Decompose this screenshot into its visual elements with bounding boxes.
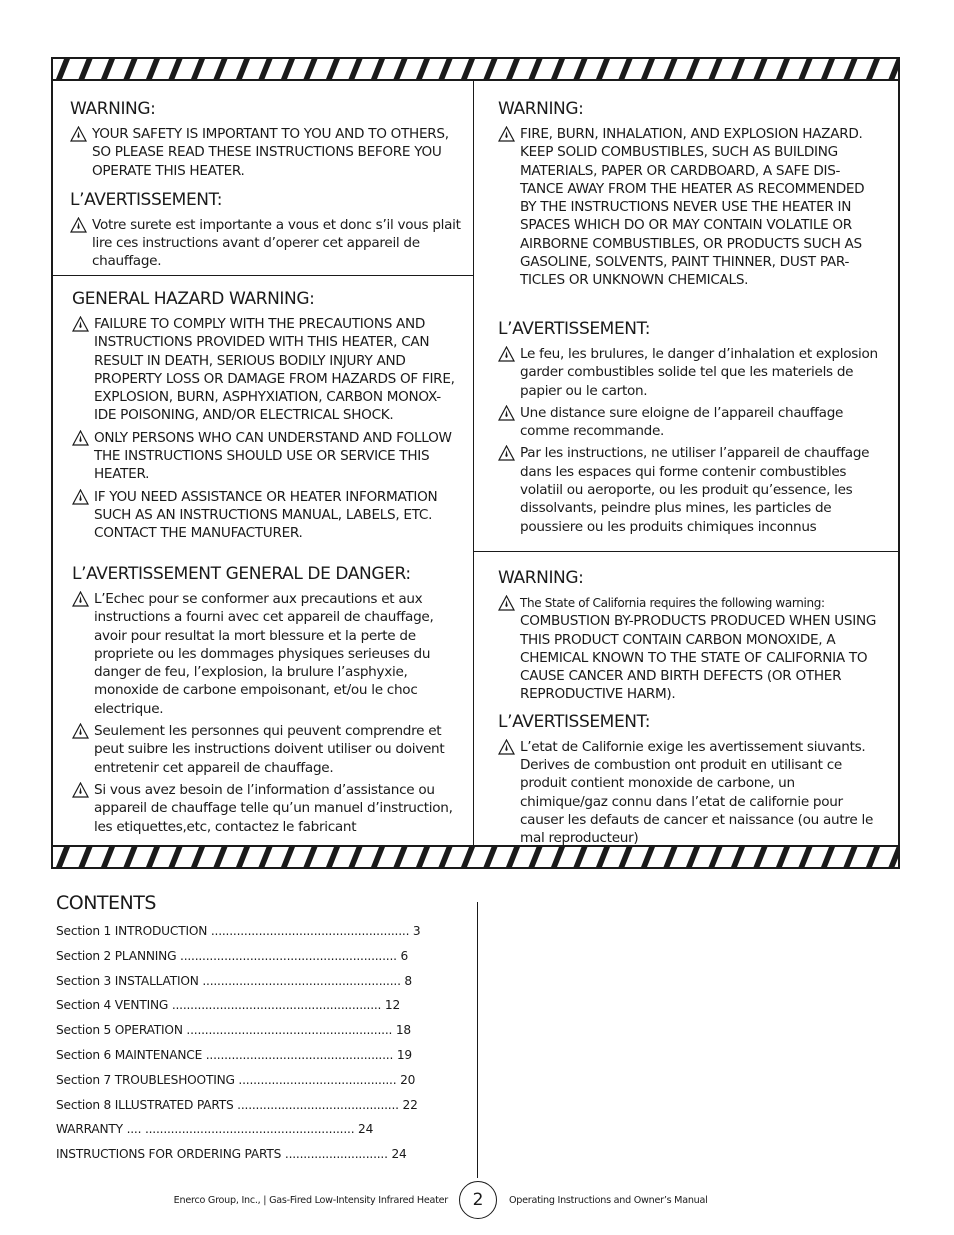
column-divider <box>473 81 474 845</box>
contents-heading: CONTENTS <box>56 892 156 914</box>
hazard-stripe-top <box>51 57 900 81</box>
danger-item: Seulement les personnes qui peuvent comprendre et peut suibre les instructions doivent utiliser ou doivent entretenir cet appareil de chauffage. <box>72 722 464 777</box>
avertissement-item: L’etat de Californie exige les avertissement siuvants. Derives de combustion ont produit en utilisant ce produit contient monoxide de carbone, un chimique/gaz connu dans l’etat de californie pour causer les defauts de cancer et naissance (ou autre le mal reproducteur) <box>498 738 886 848</box>
warning-triangle-icon <box>70 217 87 233</box>
warning-triangle-icon <box>498 595 515 611</box>
hazard-item: FAILURE TO COMPLY WITH THE PRECAUTIONS AND INSTRUCTIONS PROVIDED WITH THIS HEATER, CAN RESULT IN DEATH, SERIOUS BODILY INJURY AND PROPERTY LOSS OR DAMAGE FROM HAZARDS OF FIRE, EXPLOSION, BURN, ASPHYXIATION, CARBON MONOX-IDE POISONING, AND/OR ELECTRICAL SHOCK. <box>72 315 462 425</box>
warning-triangle-icon <box>498 445 515 461</box>
toc-row[interactable]: Section 2 PLANNING ........................................................... 6 <box>56 948 409 963</box>
general-hazard-section <box>72 289 462 547</box>
warning-triangle-icon <box>72 723 89 739</box>
warning-triangle-icon <box>498 346 515 362</box>
toc-row[interactable]: Section 8 ILLUSTRATED PARTS ............................................ 22 <box>56 1097 418 1112</box>
warning-heading: WARNING: <box>70 99 156 119</box>
hazard-item: ONLY PERSONS WHO CAN UNDERSTAND AND FOLLOW THE INSTRUCTIONS SHOULD USE OR SERVICE THIS HEATER. <box>72 429 462 484</box>
toc-row[interactable]: Section 4 VENTING ......................................................... 12 <box>56 998 401 1013</box>
toc-row[interactable]: Section 1 INTRODUCTION ...................................................... 3 <box>56 924 421 938</box>
footer-manual-title: Operating Instructions and Owner’s Manual <box>509 1195 708 1206</box>
toc-row[interactable]: WARRANTY .... ......................................................... 24 <box>56 1122 374 1137</box>
avertissement-item: Le feu, les brulures, le danger d’inhalation et explosion garder combustibles solide tel que les materiels de papier ou le carton. <box>498 345 880 400</box>
warning-item: YOUR SAFETY IS IMPORTANT TO YOU AND TO OTHERS, SO PLEASE READ THESE INSTRUCTIONS BEFORE YOU OPERATE THIS HEATER. <box>70 125 465 180</box>
fire-hazard-avertissement-section <box>498 319 880 540</box>
toc-row[interactable]: Section 5 OPERATION ........................................................ 18 <box>56 1023 411 1038</box>
general-hazard-heading: GENERAL HAZARD WARNING: <box>72 289 315 309</box>
warning-triangle-icon <box>70 126 87 142</box>
avertissement-item: Votre surete est importante a vous et donc s’il vous plait lire ces instructions avant d’operer cet appareil de chauffage. <box>70 216 465 271</box>
california-lead: The State of California requires the following warning: <box>520 596 825 610</box>
safety-warning-section <box>70 99 465 275</box>
toc-row[interactable]: Section 3 INSTALLATION ...................................................... 8 <box>56 973 412 988</box>
warning-triangle-icon <box>72 316 89 332</box>
general-danger-heading: L’AVERTISSEMENT GENERAL DE DANGER: <box>72 564 411 584</box>
toc-row[interactable]: Section 7 TROUBLESHOOTING ........................................... 20 <box>56 1072 416 1087</box>
avertissement-item: Une distance sure eloigne de l’appareil chauffage comme recommande. <box>498 404 880 441</box>
warning-triangle-icon <box>498 739 515 755</box>
toc-row[interactable]: INSTRUCTIONS FOR ORDERING PARTS ............................ 24 <box>56 1147 407 1162</box>
hazard-item: IF YOU NEED ASSISTANCE OR HEATER INFORMATION SUCH AS AN INSTRUCTIONS MANUAL, LABELS, ETC. CONTACT THE MANUFACTURER. <box>72 488 462 543</box>
warning-triangle-icon <box>498 126 515 142</box>
warning-triangle-icon <box>72 489 89 505</box>
warning-heading: WARNING: <box>498 99 584 119</box>
fire-hazard-section <box>498 99 866 294</box>
warning-triangle-icon <box>72 430 89 446</box>
toc-row[interactable]: Section 6 MAINTENANCE ................................................... 19 <box>56 1047 412 1062</box>
warning-heading: WARNING: <box>498 568 584 588</box>
contents-divider <box>477 902 478 1178</box>
footer-company: Enerco Group, Inc., | Gas-Fired Low-Intensity Infrared Heater <box>173 1195 448 1206</box>
avertissement-heading: L’AVERTISSEMENT: <box>70 189 223 210</box>
warning-item: FIRE, BURN, INHALATION, AND EXPLOSION HAZARD. KEEP SOLID COMBUSTIBLES, SUCH AS BUILDING MATERIALS, PAPER OR CARDBOARD, A SAFE DIS-TANCE AWAY FROM THE HEATER AS RECOMMENDED BY THE INSTRUCTIONS NEVER USE THE HEATER IN SPACES WHICH DO OR MAY CONTAIN VOLATILE OR AIRBORNE COMBUSTIBLES, OR PRODUCTS SUCH AS GASOLINE, SOLVENTS, PAINT THINNER, DUST PAR-TICLES OR UNKNOWN CHEMICALS. <box>498 125 866 290</box>
california-warning-item <box>498 594 886 704</box>
warning-triangle-icon <box>72 782 89 798</box>
general-danger-section <box>72 564 464 840</box>
avertissement-heading: L’AVERTISSEMENT: <box>498 711 651 732</box>
danger-item: Si vous avez besoin de l’information d’assistance ou appareil de chauffage telle qu’un manuel d’instruction, les etiquettes,etc, contactez le fabricant <box>72 781 464 836</box>
california-warning-text: COMBUSTION BY-PRODUCTS PRODUCED WHEN USING THIS PRODUCT CONTAIN CARBON MONOXIDE, A CHEMICAL KNOWN TO THE STATE OF CALIFORNIA TO CAUSE CANCER AND BIRTH DEFECTS (OR OTHER REPRODUCTIVE HARM). <box>520 613 877 703</box>
section-divider-right <box>474 551 898 552</box>
avertissement-item: Par les instructions, ne utiliser l’appareil de chauffage dans les espaces qui forme contenir combustibles volatiil ou aeroporte, ou les produit qu’essence, les dissolvants, peindre plus mines, les particles de poussiere ou les produits chimiques inconnus <box>498 444 880 535</box>
avertissement-heading: L’AVERTISSEMENT: <box>498 319 651 339</box>
table-of-contents <box>56 922 420 1170</box>
warning-triangle-icon <box>72 591 89 607</box>
page-number: 2 <box>459 1181 497 1219</box>
danger-item: L’Echec pour se conformer aux precautions et aux instructions a fourni avec cet appareil de chauffage, avoir pour resultat la mort blessure et la perte de propriete ou les dommages physiques serieuses du danger de feu, l’explosion, la brulure l’asphyxie, monoxide de carbone empoisonant, et/ou le choc electrique. <box>72 590 464 718</box>
warning-triangle-icon <box>498 405 515 421</box>
section-divider-left <box>53 275 473 276</box>
california-warning-section <box>498 568 886 852</box>
